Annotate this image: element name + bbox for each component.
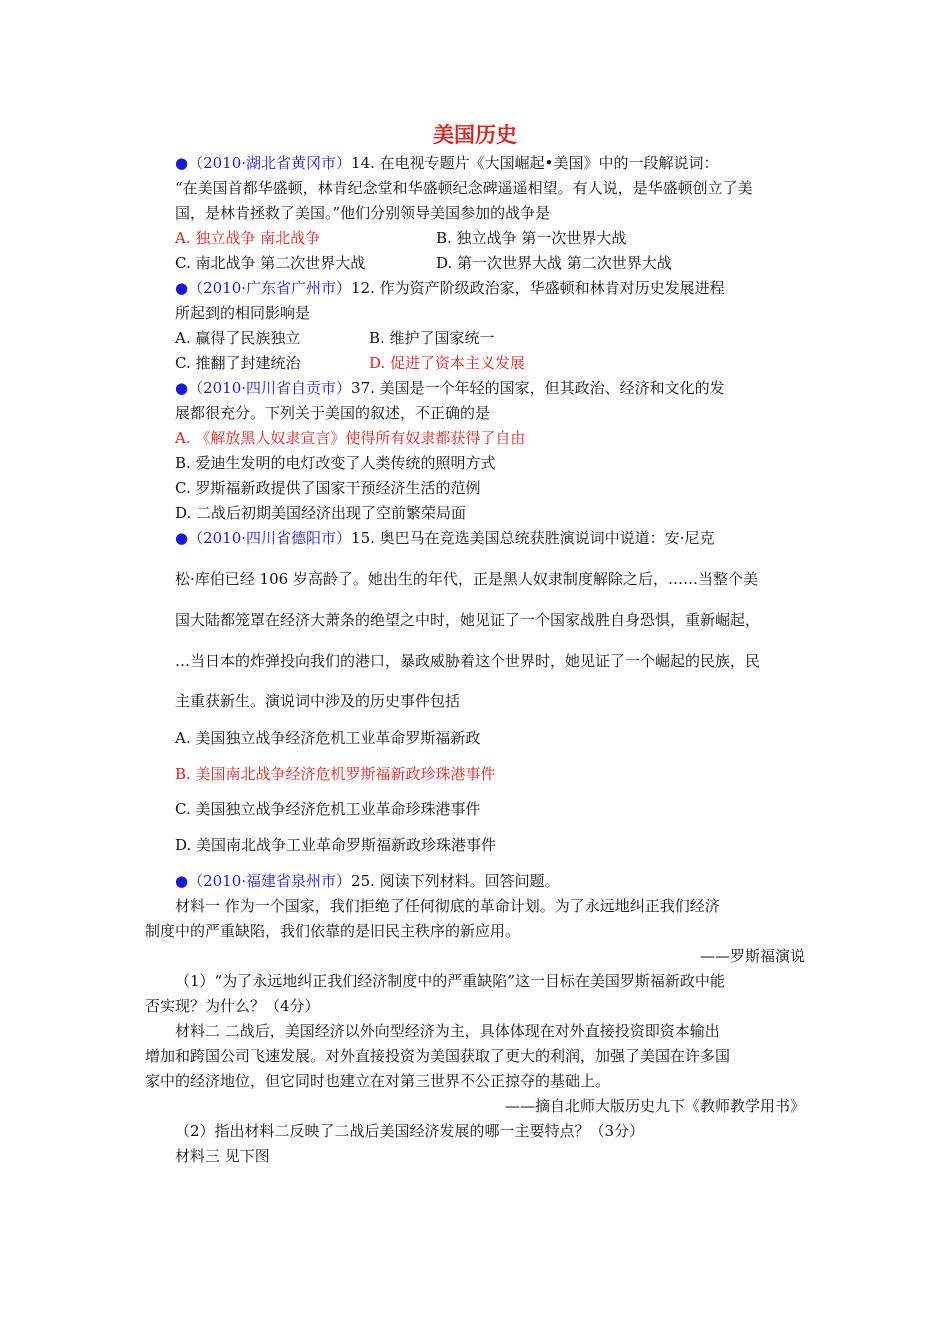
bullet-icon: ●	[175, 279, 189, 297]
material-one-citation: ——罗斯福演说	[699, 947, 805, 965]
question-stem-line: 松·库伯已经 106 岁高龄了。她出生的年代，正是黑人奴隶制度解除之后，……当整个美	[175, 570, 758, 588]
question-stem-line: “在美国首都华盛顿，林肯纪念堂和华盛顿纪念碑遥遥相望。有人说，是华盛顿创立了美	[175, 179, 753, 197]
question-stem-line: 展都很充分。下列关于美国的叙述，不正确的是	[175, 404, 491, 422]
bullet-icon: ●	[175, 154, 189, 172]
option-a: A. 美国独立战争经济危机工业革命罗斯福新政	[175, 729, 481, 747]
question-25-header	[175, 870, 560, 892]
option-c: C. 推翻了封建统治	[175, 354, 301, 372]
material-two-line: 家中的经济地位，但它同时也建立在对第三世界不公正掠夺的基础上。	[145, 1072, 611, 1090]
option-d: D. 第一次世界大战 第二次世界大战	[436, 254, 672, 272]
material-two-line: 材料二 二战后，美国经济以外向型经济为主，具体体现在对外直接投资即资本输出	[175, 1022, 720, 1040]
sub-question-2: （2）指出材料二反映了二战后美国经济发展的哪一主要特点？（3分）	[175, 1122, 645, 1140]
option-d-answer: D. 促进了资本主义发展	[369, 354, 526, 372]
question-stem: 37. 美国是一个年轻的国家，但其政治、经济和文化的发	[351, 379, 725, 397]
bullet-icon: ●	[175, 872, 189, 890]
question-stem-line: …当日本的炸弹投向我们的港口，暴政威胁着这个世界时，她见证了一个崛起的民族，民	[175, 652, 761, 670]
option-d: D. 美国南北战争工业革命罗斯福新政珍珠港事件	[175, 836, 497, 854]
sub-question-1: （1）“为了永远地纠正我们经济制度中的严重缺陷”这一目标在美国罗斯福新政中能	[175, 972, 725, 990]
question-source: （2010·四川省德阳市）	[188, 529, 352, 547]
option-b: B. 维护了国家统一	[369, 329, 495, 347]
question-stem-line: 国，是林肯拯救了美国。”他们分别领导美国参加的战争是	[175, 204, 551, 222]
option-a: A. 赢得了民族独立	[175, 329, 301, 347]
option-b-answer: B. 美国南北战争经济危机罗斯福新政珍珠港事件	[175, 765, 496, 783]
question-source: （2010·湖北省黄冈市）	[188, 154, 352, 172]
material-one-line: 材料一 作为一个国家，我们拒绝了任何彻底的革命计划。为了永远地纠正我们经济	[175, 897, 720, 915]
option-c: C. 罗斯福新政提供了国家干预经济生活的范例	[175, 479, 481, 497]
question-14-header	[175, 152, 719, 174]
question-stem-line: 主重获新生。演说词中涉及的历史事件包括	[175, 692, 461, 710]
material-one-line: 制度中的严重缺陷，我们依靠的是旧民主秩序的新应用。	[145, 922, 521, 940]
question-stem: 14. 在电视专题片《大国崛起•美国》中的一段解说词：	[351, 154, 719, 172]
question-37-header	[175, 377, 725, 399]
bullet-icon: ●	[175, 529, 189, 547]
option-b: B. 独立战争 第一次世界大战	[436, 229, 627, 247]
material-three-line: 材料三 见下图	[175, 1147, 270, 1165]
bullet-icon: ●	[175, 379, 189, 397]
sub-question-1-line: 否实现？为什么？（4分）	[145, 997, 320, 1015]
option-a-answer: A. 《解放黑人奴隶宣言》使得所有奴隶都获得了自由	[175, 429, 526, 447]
material-two-citation: ——摘自北师大版历史九下《教师教学用书》	[504, 1097, 805, 1115]
question-stem: 25. 阅读下列材料。回答问题。	[351, 872, 560, 890]
page-title: 美国历史	[433, 123, 517, 147]
question-15-header	[175, 527, 714, 549]
option-a-answer: A. 独立战争 南北战争	[175, 229, 321, 247]
question-stem: 15. 奥巴马在竞选美国总统获胜演说词中说道：安·尼克	[351, 529, 715, 547]
option-b: B. 爱迪生发明的电灯改变了人类传统的照明方式	[175, 454, 496, 472]
question-source: （2010·福建省泉州市）	[188, 872, 352, 890]
question-stem-line: 所起到的相同影响是	[175, 304, 311, 322]
question-source: （2010·四川省自贡市）	[188, 379, 352, 397]
question-source: （2010·广东省广州市）	[188, 279, 352, 297]
option-c: C. 美国独立战争经济危机工业革命珍珠港事件	[175, 800, 481, 818]
option-c: C. 南北战争 第二次世界大战	[175, 254, 366, 272]
question-12-header	[175, 277, 725, 299]
question-stem-line: 国大陆都笼罩在经济大萧条的绝望之中时，她见证了一个国家战胜自身恐惧，重新崛起，	[175, 611, 761, 629]
option-d: D. 二战后初期美国经济出现了空前繁荣局面	[175, 504, 467, 522]
material-two-line: 增加和跨国公司飞速发展。对外直接投资为美国获取了更大的利润，加强了美国在许多国	[145, 1047, 731, 1065]
question-stem: 12. 作为资产阶级政治家，华盛顿和林肯对历史发展进程	[351, 279, 725, 297]
